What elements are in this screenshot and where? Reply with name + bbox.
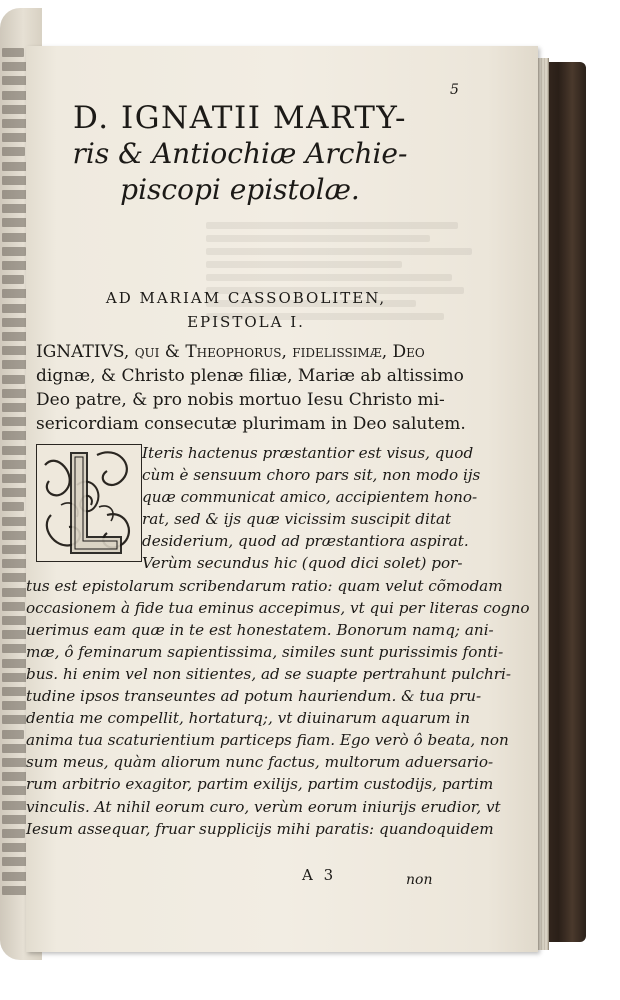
left-page-text-line <box>2 247 26 256</box>
page-title <box>40 100 440 208</box>
body-line: dentia me compellit, hortaturq;, vt diuinarum aquarum in <box>26 709 470 728</box>
left-page-text-line <box>2 346 27 355</box>
body-line: tus est epistolarum scribendarum ratio: quam velut cõmodam <box>26 576 503 595</box>
left-page-text-line <box>2 829 25 838</box>
salutation-line: dignæ, & Christo plenæ filiæ, Mariæ ab altissimo <box>36 366 464 386</box>
left-page-text-line <box>2 147 25 156</box>
body-line: bus. hi enim vel non sitientes, ad se suapte pertrahunt pulchri- <box>26 664 512 683</box>
body-line: quæ communicat amico, accipientem hono- <box>142 488 478 507</box>
left-page-text-line <box>2 673 28 682</box>
salutation-line: IGNATIVS, qui & Theophorus, fidelissimæ, Deo <box>36 342 425 362</box>
body-line: Iteris hactenus præstantior est visus, quod <box>142 444 474 462</box>
title-line: ris & Antiochiæ Archie- <box>72 137 408 170</box>
left-page-text-line <box>2 502 24 511</box>
left-page-text-line <box>2 545 29 554</box>
salutation <box>36 340 466 436</box>
page-number: 5 <box>450 82 459 98</box>
left-page-text-line <box>2 772 29 781</box>
left-page-text-line <box>2 573 27 582</box>
left-page-text-line <box>2 446 28 455</box>
salutation-line: Deo patre, & pro nobis mortuo Iesu Christo mi- <box>36 390 445 410</box>
epistle-heading <box>86 286 406 334</box>
right-page <box>26 46 538 952</box>
left-page-text-line <box>2 218 28 227</box>
body-line: Iesum assequar, fruar supplicijs mihi paratis: quandoquidem <box>26 819 494 838</box>
body-line: Verùm secundus hic (quod dici solet) por- <box>142 554 463 573</box>
salutation-line: sericordiam consecutæ plurimam in Deo salutem. <box>36 414 466 434</box>
body-line: sum meus, quàm aliorum nunc factus, multorum aduersario- <box>26 753 494 772</box>
body-line: anima tua scaturientium particeps fiam. Ego verò ô beata, non <box>26 731 509 750</box>
left-page-text-line <box>2 275 24 284</box>
signature-mark: A 3 <box>302 866 337 884</box>
body-line: cùm è sensuum choro pars sit, non modo ijs <box>142 466 481 485</box>
title-line: piscopi epistolæ. <box>120 173 360 206</box>
body-line: mæ, ô feminarum sapientissima, similes sunt purissimis fonti- <box>26 642 504 661</box>
body-line: tudine ipsos transeuntes ad potum hauriendum. & tua pru- <box>26 687 482 706</box>
left-page-text-line <box>2 375 25 384</box>
left-page-text-line <box>2 119 27 128</box>
left-page-text-line <box>2 318 29 327</box>
left-page-text-line <box>2 801 27 810</box>
left-page-text-line <box>2 474 26 483</box>
decorated-initial-letter <box>36 444 142 562</box>
body-line: uerimus eam quæ in te est honestatem. Bonorum namq; ani- <box>26 620 494 639</box>
title-line: D. IGNATII MARTY- <box>73 100 407 136</box>
left-page-text-line <box>2 602 25 611</box>
left-page-text-line <box>2 701 26 710</box>
body-line: rum arbitrio exagitor, partim exilijs, partim custodijs, partim <box>26 775 494 794</box>
left-page-text-line <box>2 48 24 57</box>
body-line: rat, sed & ijs quæ vicissim suscipit ditat <box>142 510 452 529</box>
body-line: vinculis. At nihil eorum curo, verùm eorum iniurijs erudior, vt <box>26 797 501 816</box>
left-page-text-line <box>2 730 24 739</box>
body-line: desiderium, quod ad præstantiora aspirat. <box>142 532 469 551</box>
body-line: occasionem à fide tua eminus accepimus, vt qui per literas cogno <box>26 598 530 617</box>
left-page-text-line <box>2 91 29 100</box>
heading-line: AD MARIAM CASSOBOLITEN, <box>105 289 387 307</box>
woodcut-initial-l-icon <box>37 445 141 561</box>
heading-line: EPISTOLA I. <box>187 313 305 331</box>
catchword: non <box>406 872 433 888</box>
